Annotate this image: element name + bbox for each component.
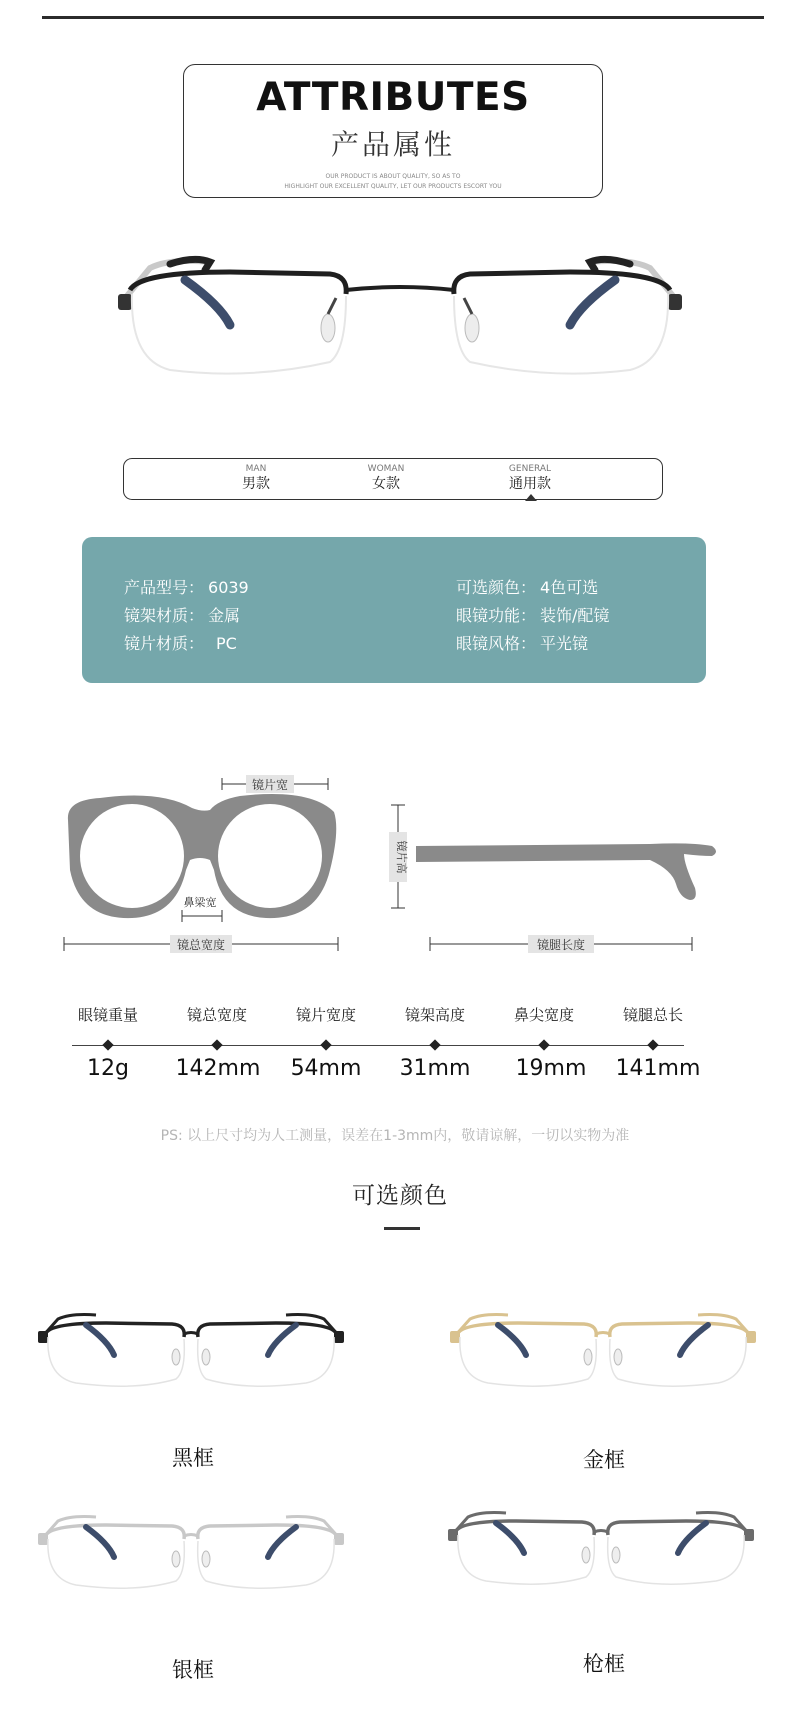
- measure-label-frame-height: 镜架高度: [404, 1006, 465, 1024]
- gender-option-general-cn: 通用款: [509, 476, 551, 492]
- measure-value-lens-width: 54mm: [290, 1056, 362, 1081]
- attributes-tagline-2: HIGHLIGHT OUR EXCELLENT QUALITY, LET OUR PRODUCTS ESCORT YOU: [284, 183, 502, 190]
- spec-lens-material-label: 镜片材质：: [124, 634, 205, 653]
- variant-image-black[interactable]: [36, 1307, 346, 1407]
- spec-model: [124, 575, 249, 598]
- measure-dot: [320, 1039, 331, 1050]
- attributes-title-en: ATTRIBUTES: [256, 75, 530, 120]
- spec-frame-material-label: 镜架材质：: [124, 606, 205, 625]
- colors-section-title: 可选颜色: [352, 1183, 448, 1209]
- measure-label-total-width: 镜总宽度: [186, 1006, 247, 1024]
- spec-lens-material-value: PC: [216, 634, 237, 653]
- gender-option-general-en: GENERAL: [508, 464, 552, 474]
- attributes-title-cn: 产品属性: [330, 128, 455, 161]
- gender-selected-indicator: [525, 494, 537, 501]
- glasses-hero-image: [110, 250, 690, 410]
- measure-value-total-width: 142mm: [175, 1056, 261, 1081]
- measure-dot: [538, 1039, 549, 1050]
- gender-option-man[interactable]: [206, 464, 306, 493]
- gender-option-woman[interactable]: [336, 464, 436, 493]
- spec-lens-material: [124, 631, 237, 654]
- measure-label-weight: 眼镜重量: [77, 1006, 138, 1024]
- measure-value-weight: 12g: [87, 1056, 129, 1081]
- gender-selector: [123, 458, 663, 500]
- gender-option-general[interactable]: [480, 464, 580, 493]
- spec-colors: [456, 575, 598, 598]
- spec-function-label: 眼镜功能：: [456, 606, 537, 625]
- spec-colors-label: 可选颜色：: [456, 578, 537, 597]
- label-temple-length: 镜腿长度: [536, 938, 586, 952]
- colors-title-underline: [384, 1227, 420, 1230]
- attributes-tagline-1: OUR PRODUCT IS ABOUT QUALITY, SO AS TO: [325, 173, 461, 180]
- measure-value-frame-height: 31mm: [399, 1056, 471, 1081]
- spec-panel: [82, 537, 706, 683]
- spec-colors-value: 4色可选: [540, 578, 599, 597]
- measure-dot: [102, 1039, 113, 1050]
- measure-timeline: [72, 1045, 684, 1046]
- dimension-diagram: [0, 760, 790, 970]
- spec-model-value: 6039: [208, 578, 249, 597]
- variant-label-gunmetal: 枪框: [583, 1652, 625, 1676]
- spec-style: [456, 631, 588, 654]
- variant-image-gold[interactable]: [448, 1307, 758, 1407]
- measure-dot: [211, 1039, 222, 1050]
- measure-value-bridge-width: 19mm: [515, 1056, 587, 1081]
- measure-label-bridge-width: 鼻尖宽度: [513, 1006, 574, 1024]
- label-lens-height: 镜片高: [395, 840, 408, 874]
- spec-function-value: 装饰/配镜: [540, 606, 610, 625]
- spec-style-value: 平光镜: [540, 634, 589, 653]
- variant-label-gold: 金框: [583, 1448, 625, 1472]
- variant-image-gunmetal[interactable]: [446, 1505, 756, 1605]
- measure-dot: [429, 1039, 440, 1050]
- measure-label-temple-length: 镜腿总长: [622, 1006, 683, 1024]
- gender-option-man-en: MAN: [245, 464, 267, 474]
- label-lens-width: 镜片宽: [251, 778, 289, 792]
- variant-image-silver[interactable]: [36, 1509, 346, 1609]
- measure-label-lens-width: 镜片宽度: [295, 1006, 356, 1024]
- gender-option-man-cn: 男款: [242, 476, 270, 492]
- spec-frame-material: [124, 603, 240, 626]
- gender-option-woman-en: WOMAN: [367, 464, 405, 474]
- top-divider: [42, 16, 764, 19]
- measure-value-temple-length: 141mm: [615, 1056, 701, 1081]
- variant-label-black: 黑框: [172, 1446, 214, 1470]
- spec-frame-material-value: 金属: [208, 606, 241, 625]
- attributes-header: [183, 64, 603, 198]
- label-total-width: 镜总宽度: [176, 938, 226, 952]
- variant-label-silver: 银框: [172, 1658, 214, 1682]
- spec-function: [456, 603, 609, 626]
- gender-option-woman-cn: 女款: [372, 476, 400, 492]
- label-bridge-width: 鼻梁宽: [183, 896, 217, 909]
- measure-dot: [647, 1039, 658, 1050]
- spec-style-label: 眼镜风格：: [456, 634, 537, 653]
- measurement-disclaimer: PS: 以上尺寸均为人工测量，误差在1-3mm内，敬请谅解，一切以实物为准: [160, 1128, 630, 1144]
- spec-model-label: 产品型号：: [124, 578, 205, 597]
